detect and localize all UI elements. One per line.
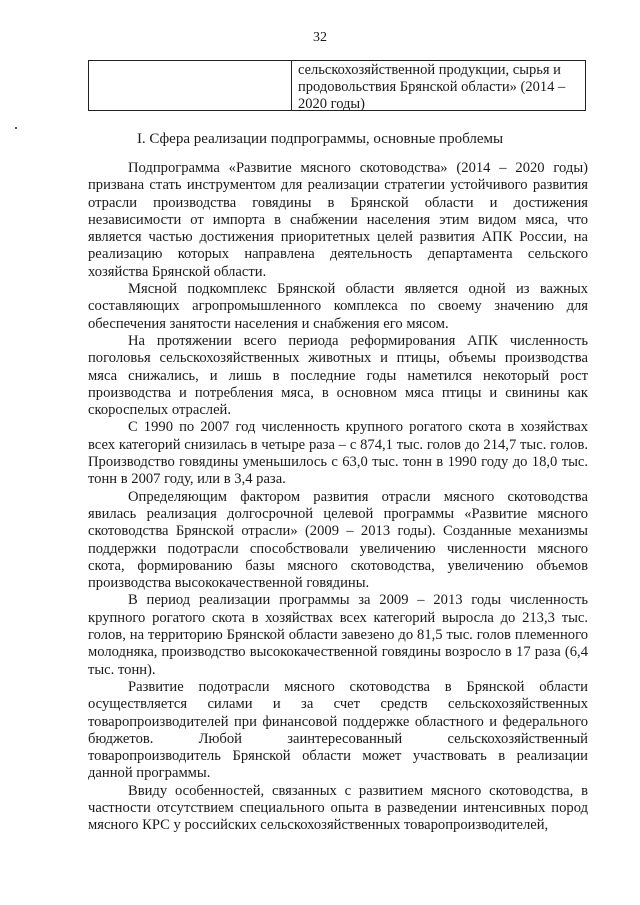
paragraph: В период реализации программы за 2009 – 2013 годы численность крупного рогатого скота в хозяйствах всех категорий выросла до 213,3 тыс. голов, на территорию Брянской области завезено до 81,5 тыс. голов племенного молодняка, производство высококачественной говядины возросло в 17 раза (6,4 тыс. тонн). xyxy=(88,592,588,678)
paragraph: Определяющим фактором развития отрасли мясного скотоводства явилась реализация долгосрочной целевой программы «Развитие мясного скотоводства Брянской отрасли» (2009 – 2013 годы). Созданные механизмы поддержки подотрасли способствовали увеличению численности мясного скота, формированию базы мясного скотоводства, увеличению объемов производства высококачественной говядины. xyxy=(88,488,588,592)
section-heading: I. Сфера реализации подпрограммы, основные проблемы xyxy=(136,131,504,147)
paragraph: Ввиду особенностей, связанных с развитием мясного скотоводства, в частности отсутствием специального опыта в разведении интенсивных пород мясного КРС у российских сельскохозяйственных товаропроизводителей, xyxy=(88,782,588,834)
table-cell-right: сельскохозяйственной продукции, сырья и продовольствия Брянской области» (2014 – 2020 годы) xyxy=(298,62,566,112)
page-number: 32 xyxy=(313,30,327,45)
paragraph: На протяжении всего периода реформирования АПК численность поголовья сельскохозяйственных животных и птицы, объемы производства мяса снижались, и лишь в последние годы наметился некоторый рост производства и потребления мяса, в основном мяса птицы и свинины как скороспелых отраслей. xyxy=(88,332,588,419)
paragraph: С 1990 по 2007 год численность крупного рогатого скота в хозяйствах всех категорий снизилась в четыре раза – с 874,1 тыс. голов до 214,7 тыс. голов. Производство говядины уменьшилось с 63,0 тыс. тонн в 1990 году до 18,0 тыс. тонн в 2007 году, или в 3,4 раза. xyxy=(88,419,588,488)
paragraph: Мясной подкомплекс Брянской области является одной из важных составляющих агропромышленного комплекса по своему значению для обеспечения занятости населения и снабжения его мясом. xyxy=(88,281,588,332)
body-text xyxy=(88,160,588,835)
table-fragment xyxy=(88,60,586,111)
paragraph: Развитие подотрасли мясного скотоводства в Брянской области осуществляется силами и за счет средств сельскохозяйственных товаропроизводителей при финансовой поддержке областного и федерального бюджетов. Любой заинтересованный сельскохозяйственный товаропроизводитель Брянской области может участвовать в реализации данной программы. xyxy=(88,678,588,782)
paragraph: Подпрограмма «Развитие мясного скотоводства» (2014 – 2020 годы) призвана стать инструментом для реализации стратегии устойчивого развития отрасли производства говядины в Брянской области и достижения независимости от импорта в снабжении населения этим видом мяса, что является частью достижения приоритетных целей развития АПК России, на реализацию которых направлена деятельность департамента сельского хозяйства Брянской области. xyxy=(88,160,588,280)
margin-mark xyxy=(15,127,17,129)
table-cell-left xyxy=(89,61,292,110)
